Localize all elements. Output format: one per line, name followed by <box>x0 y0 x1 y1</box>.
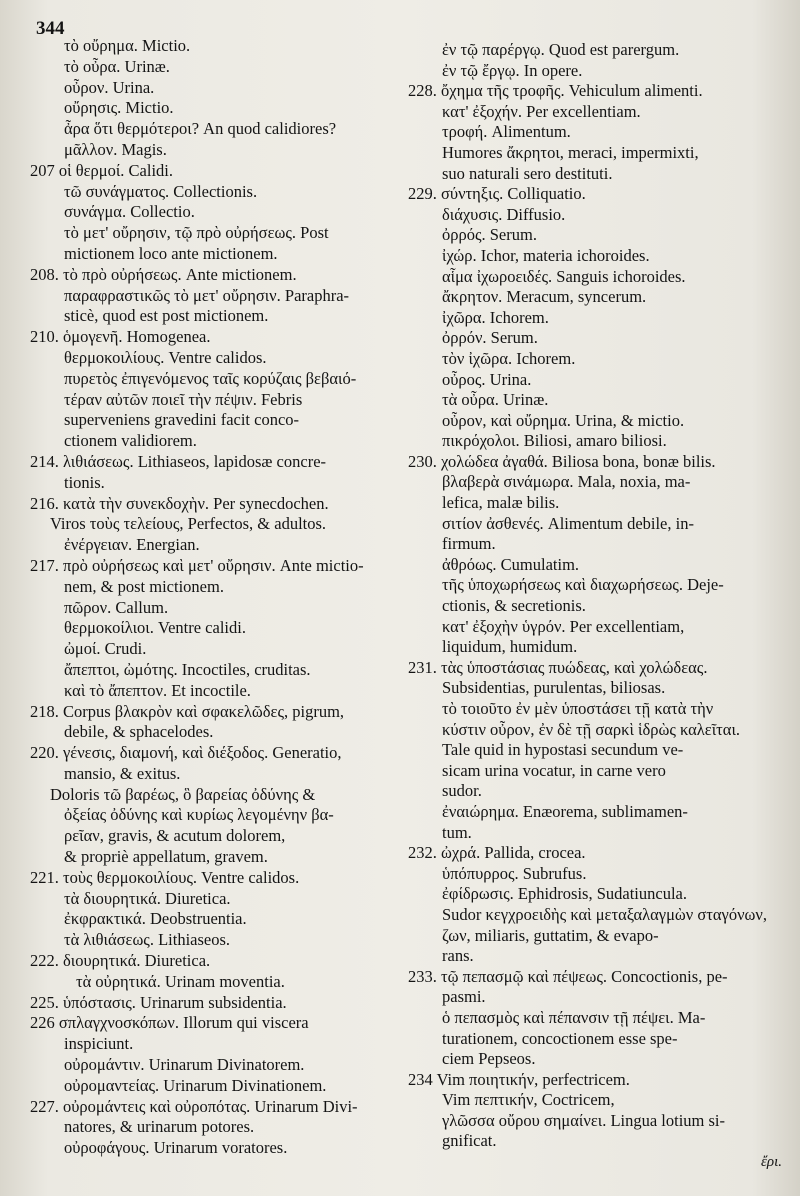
left-column-line: τὰ οὐρητικά. Urinam moventia. <box>76 971 285 991</box>
right-column-line: οὖρον, καὶ οὔρημα. Urina, & mictio. <box>442 410 685 430</box>
right-column-line: ciem Pepseos. <box>442 1049 536 1069</box>
right-column-line: πικρόχολοι. Biliosi, amaro biliosi. <box>442 431 667 451</box>
right-column-line: τὸν ἰχῶρα. Ichorem. <box>442 348 576 368</box>
right-column-line: gnificat. <box>442 1131 497 1151</box>
right-column-line: ἐν τῷ παρέργῳ. Quod est parergum. <box>442 40 680 59</box>
right-column-line: κατ' ἐξοχὴν ὑγρόν. Per excellentiam, <box>442 616 685 636</box>
right-column-line: τὰ οὖρα. Urinæ. <box>442 390 549 410</box>
right-column-line: κύστιν οὖρον, ἐν δὲ τῇ σαρκὶ ἱδρὼς καλεῖται. <box>442 719 741 739</box>
right-column-line: sicam urina vocatur, in carne vero <box>442 760 666 780</box>
right-column-line: ctionis, & secretionis. <box>442 596 586 616</box>
left-column-line: ἐνέργειαν. Energian. <box>64 535 200 555</box>
right-column-line: ζων, miliaris, guttatim, & evapo- <box>442 925 659 945</box>
right-column-line: 230. χολώδεα ἀγαθά. Biliosa bona, bonæ bilis. <box>408 451 716 471</box>
right-column-line: sudor. <box>442 781 482 801</box>
right-column-line: διάχυσις. Diffusio. <box>442 204 566 224</box>
left-column-line: 220. γένεσις, διαμονή, καὶ διέξοδος. Generatio, <box>30 743 342 763</box>
right-column-line: γλῶσσα οὔρου σημαίνει. Lingua lotium si- <box>442 1110 726 1130</box>
left-column-line: 225. ὑπόστασις. Urinarum subsidentia. <box>30 992 287 1012</box>
left-column-line: ἐκφρακτικά. Deobstruentia. <box>64 909 247 929</box>
right-column-line: 233. τῷ πεπασμῷ καὶ πέψεως. Concoctionis, pe- <box>408 966 728 986</box>
left-column-line: 217. πρὸ οὐρήσεως καὶ μετ' οὔρησιν. Ante mictio- <box>30 555 364 575</box>
right-column-line: pasmi. <box>442 987 486 1007</box>
right-column-line: lefica, malæ bilis. <box>442 493 560 513</box>
left-column-line: τῶ συνάγματος. Collectionis. <box>64 181 258 201</box>
left-column-line: ὀξείας ὀδύνης καὶ κυρίως λεγομένην βα- <box>64 805 334 825</box>
right-column-line: tum. <box>442 822 472 842</box>
right-column-line: firmum. <box>442 534 496 554</box>
left-column-line: ρεῖαν, gravis, & acutum dolorem, <box>64 826 286 846</box>
left-column-line: 207 οἱ θερμοί. Calidi. <box>30 160 173 180</box>
left-column-line: 210. ὁμογενῆ. Homogenea. <box>30 327 211 347</box>
left-column-line: nem, & post mictionem. <box>64 576 224 596</box>
left-column-line: οὐροφάγους. Urinarum voratores. <box>64 1138 288 1158</box>
left-column <box>30 36 398 1159</box>
catchword: ἔρι. <box>760 1154 782 1170</box>
right-column-line: 228. ὄχημα τῆς τροφῆς. Vehiculum alimenti. <box>408 81 703 101</box>
right-column <box>408 40 784 1152</box>
right-column-line: αἷμα ἰχωροειδές. Sanguis ichoroides. <box>442 266 686 286</box>
left-column-line: ἆρα ὅτι θερμότεροι? An quod calidiores? <box>64 119 337 139</box>
left-column-line: πυρετὸς ἐπιγενόμενος ταῖς κορύζαις βεβαιό- <box>64 368 357 388</box>
right-column-line: Subsidentias, purulentas, biliosas. <box>442 678 666 698</box>
left-column-line: mictionem loco ante mictionem. <box>64 243 278 263</box>
left-column-line: 222. διουρητικά. Diuretica. <box>30 951 211 971</box>
left-column-line: τὸ οὖρα. Urinæ. <box>64 56 170 76</box>
right-column-line: τῆς ὑποχωρήσεως καὶ διαχωρήσεως. Deje- <box>442 575 724 595</box>
left-column-line: natores, & urinarum potores. <box>64 1117 255 1137</box>
left-column-line: 208. τὸ πρὸ οὐρήσεως. Ante mictionem. <box>30 264 297 284</box>
left-column-line: mansio, & exitus. <box>64 763 181 783</box>
left-column-line: & propriè appellatum, gravem. <box>64 847 268 867</box>
right-column-line: ἐφίδρωσις. Ephidrosis, Sudatiuncula. <box>442 884 687 904</box>
left-column-line: τέραν αὐτῶν ποιεῖ τὴν πέψιν. Febris <box>64 389 303 409</box>
left-column-line: 227. οὐρομάντεις καὶ οὐροπότας. Urinarum Divi- <box>30 1096 358 1116</box>
left-column-line: 226 σπλαγχνοσκόπων. Illorum qui viscera <box>30 1013 309 1033</box>
right-column-line: ὑπόπυρρος. Subrufus. <box>442 863 587 883</box>
right-column-line: κατ' ἐξοχήν. Per excellentiam. <box>442 101 641 121</box>
right-column-line: ἰχῶρα. Ichorem. <box>442 307 549 327</box>
right-column-line: rans. <box>442 946 474 966</box>
left-column-line: τὸ οὔρημα. Mictio. <box>64 36 191 55</box>
left-column-line: οὖρον. Urina. <box>64 77 155 97</box>
right-column-line: 231. τὰς ὑποστάσιας πυώδεας, καὶ χολώδεας. <box>408 657 708 677</box>
right-column-line: suo naturali sero destituti. <box>442 163 613 183</box>
right-column-line: βλαβερὰ σινάμωρα. Mala, noxia, ma- <box>442 472 691 492</box>
right-column-line: 234 Vim ποιητικήν, perfectricem. <box>408 1069 630 1089</box>
right-column-line: turationem, concoctionem esse spe- <box>442 1028 678 1048</box>
left-column-line: 216. κατὰ τὴν συνεκδοχὴν. Per synecdochen. <box>30 493 329 513</box>
left-column-line: μᾶλλον. Magis. <box>64 139 167 159</box>
left-column-line: 218. Corpus βλακρὸν καὶ σφακελῶδες, pigrum, <box>30 701 345 721</box>
left-column-line: sticè, quod est post mictionem. <box>64 306 269 326</box>
right-column-line: τὸ τοιοῦτο ἐν μὲν ὑποστάσει τῇ κατὰ τὴν <box>442 699 714 718</box>
left-column-line: debile, & sphacelodes. <box>64 722 214 742</box>
right-column-line: σιτίον ἀσθενές. Alimentum debile, in- <box>442 513 694 533</box>
left-column-line: Doloris τῶ βαρέως, ὃ βαρείας ὀδύνης & <box>50 784 316 804</box>
left-column-line: tionis. <box>64 472 105 492</box>
left-column-line: ctionem validiorem. <box>64 431 197 451</box>
page-number: 344 <box>36 18 65 39</box>
left-column-line: καὶ τὸ ἄπεπτον. Et incoctile. <box>64 680 251 700</box>
right-column-line: ὀρρόν. Serum. <box>442 328 538 348</box>
left-column-line: Viros τοὺς τελείους, Perfectos, & adultos. <box>50 514 327 534</box>
right-column-line: τροφή. Alimentum. <box>442 122 571 142</box>
left-column-line: συνάγμα. Collectio. <box>64 202 195 222</box>
left-column-line: οὔρησις. Mictio. <box>64 98 174 118</box>
left-column-line: τὸ μετ' οὔρησιν, τῷ πρὸ οὐρήσεως. Post <box>64 223 329 243</box>
right-column-line: ἐναιώρημα. Enæorema, sublimamen- <box>442 801 688 821</box>
left-column-line: οὐρομάντιν. Urinarum Divinatorem. <box>64 1055 305 1075</box>
right-column-line: Humores ἄκρητοι, meraci, impermixti, <box>442 142 699 162</box>
right-column-line: οὖρος. Urina. <box>442 369 532 389</box>
left-column-line: οὐρομαντείας. Urinarum Divinationem. <box>64 1075 327 1095</box>
right-column-line: Tale quid in hypostasi secundum ve- <box>442 740 684 760</box>
left-column-line: ἄπεπτοι, ὠμότης. Incoctiles, cruditas. <box>64 659 311 679</box>
left-column-line: πῶρον. Callum. <box>64 597 169 617</box>
left-column-line: superveniens gravedini facit conco- <box>64 410 300 430</box>
left-column-line: παραφραστικῶς τὸ μετ' οὔρησιν. Paraphra- <box>64 285 350 305</box>
right-column-line: ἄκρητον. Meracum, syncerum. <box>442 287 647 307</box>
left-column-line: τὰ λιθιάσεως. Lithiaseos. <box>64 930 231 950</box>
right-column-line: Sudor κεγχροειδὴς καὶ μεταξαλαγμὼν σταγόνων, <box>442 904 767 924</box>
right-column-line: 232. ὠχρά. Pallida, crocea. <box>408 843 586 863</box>
left-column-line: ὠμοί. Crudi. <box>64 639 147 659</box>
left-column-line: inspiciunt. <box>64 1034 134 1054</box>
right-column-line: ἐν τῷ ἔργῳ. In opere. <box>442 60 583 80</box>
right-column-line: ὀρρός. Serum. <box>442 225 537 245</box>
right-column-line: Vim πεπτικήν, Coctricem, <box>442 1090 615 1110</box>
left-column-line: 221. τοὺς θερμοκοιλίους. Ventre calidos. <box>30 867 300 887</box>
right-column-line: ὁ πεπασμὸς καὶ πέπανσιν τῇ πέψει. Ma- <box>442 1007 706 1027</box>
right-column-line: 229. σύντηξις. Colliquatio. <box>408 184 586 204</box>
left-column-line: θερμοκοιλίους. Ventre calidos. <box>64 347 267 367</box>
right-column-line: ἀθρόως. Cumulatim. <box>442 554 580 574</box>
right-column-line: ἰχώρ. Ichor, materia ichoroides. <box>442 245 650 265</box>
left-column-line: τὰ διουρητικά. Diuretica. <box>64 888 231 908</box>
right-column-line: liquidum, humidum. <box>442 637 578 657</box>
left-column-line: 214. λιθιάσεως. Lithiaseos, lapidosæ concre- <box>30 451 327 471</box>
left-column-line: θερμοκοίλιοι. Ventre calidi. <box>64 618 246 638</box>
